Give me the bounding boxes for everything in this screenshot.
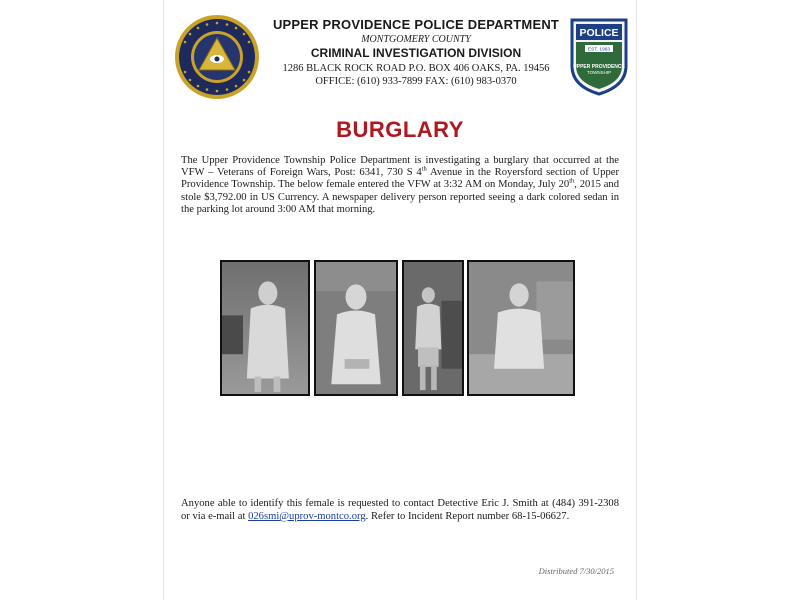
- description-part-3: , 2015 and stole $3,792.00 in US Currency. A newspaper delivery person reported seeing a dark colored sedan in the parking lot around 3:00 AM that morning.: [181, 179, 619, 215]
- surveillance-photo-1: [220, 260, 310, 396]
- division-name: CRIMINAL INVESTIGATION DIVISION: [310, 46, 522, 61]
- badge-est-label: EST. 1963: [587, 47, 611, 53]
- letterhead: [256, 18, 576, 88]
- police-badge-icon: [568, 14, 630, 96]
- page-title: BURGLARY: [336, 117, 464, 142]
- contact-text-part-1: Anyone able to identify this female is requested to contact Detective Eric J. Smith at (484) 391-2308 or via e-mail at: [181, 498, 619, 522]
- surveillance-photo-3: [402, 260, 464, 396]
- surveillance-photos: [0, 260, 800, 398]
- badge-bottom-label: UPPER PROVIDENCE: [573, 64, 625, 70]
- address-line: 1286 BLACK ROCK ROAD P.O. BOX 406 OAKS, PA. 19456: [282, 63, 550, 75]
- description-part-2: Avenue in the Royersford section of Upper Providence Township. The below female entered the VFW at 3:32 AM on Monday, July 20: [181, 167, 620, 191]
- superscript-th: th: [421, 165, 427, 173]
- superscript-th: th: [569, 177, 575, 185]
- county-name: MONTGOMERY COUNTY: [361, 33, 471, 45]
- distribution-date: Distributed 7/30/2015: [538, 566, 614, 576]
- incident-description: [181, 155, 619, 216]
- description-part-1: The Upper Providence Township Police Department is investigating a burglary that occurred at the VFW – Veterans of Foreign Wars, Post: 6341, 730 S 4: [181, 155, 619, 179]
- contact-text-part-2: . Refer to Incident Report number 68-15-06627.: [365, 510, 570, 522]
- surveillance-photo-2: [314, 260, 398, 396]
- phone-line: OFFICE: (610) 933-7899 FAX: (610) 983-0370: [315, 76, 517, 88]
- surveillance-photo-4: [467, 260, 575, 396]
- badge-top-label: POLICE: [579, 27, 619, 39]
- contact-request: [181, 498, 619, 524]
- email-link[interactable]: 026smi@uprov-montco.org: [248, 510, 366, 522]
- department-name: UPPER PROVIDENCE POLICE DEPARTMENT: [272, 17, 560, 32]
- badge-bottom-sub: TOWNSHIP: [586, 70, 612, 75]
- police-seal-icon: [174, 14, 260, 100]
